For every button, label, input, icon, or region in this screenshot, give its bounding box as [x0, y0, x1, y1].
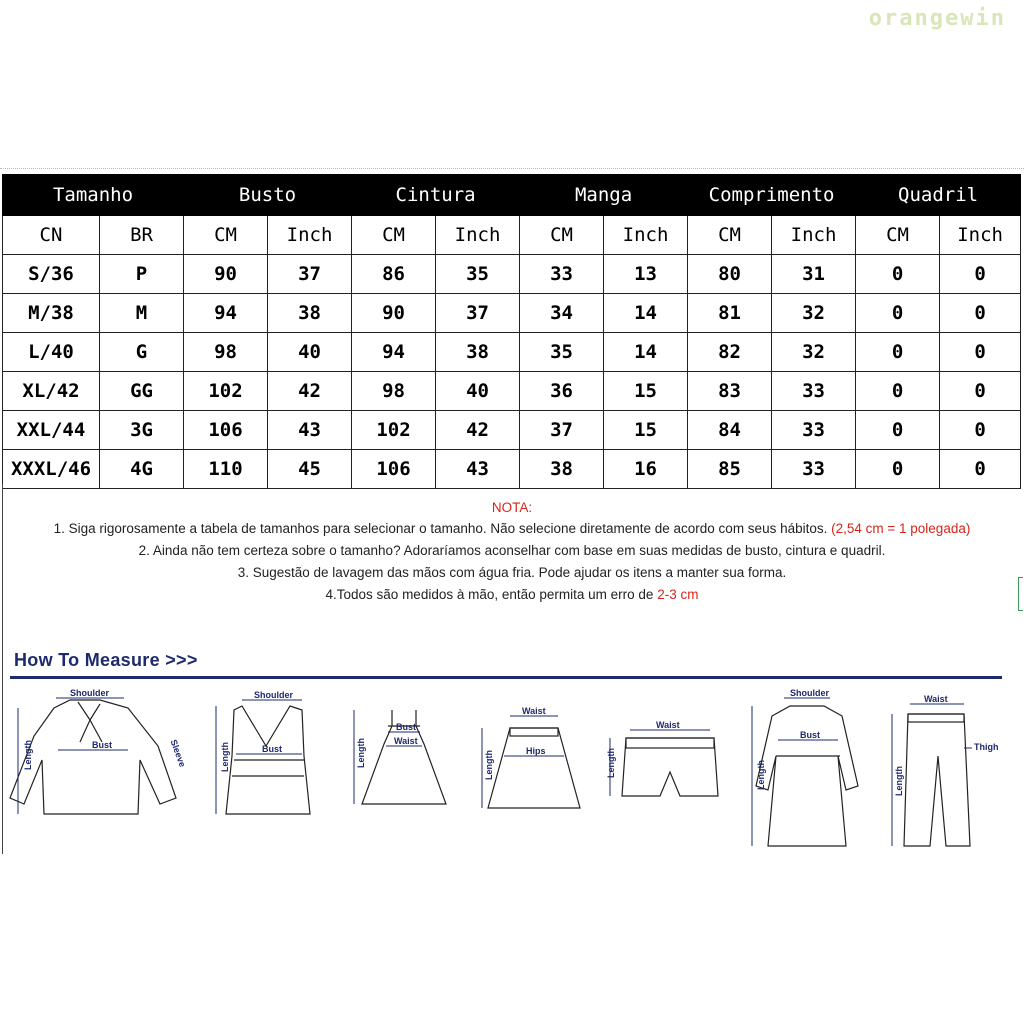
measure-cell: 0: [940, 411, 1021, 450]
measure-cell: 38: [520, 450, 604, 489]
measure-cell: 98: [184, 333, 268, 372]
header-busto: Busto: [184, 175, 352, 216]
table-row: [3, 333, 1021, 372]
measure-cell: 40: [436, 372, 520, 411]
header-comprimento: Comprimento: [688, 175, 856, 216]
length-label: Length: [220, 742, 230, 772]
waist-label: Waist: [924, 694, 948, 704]
size-cn-cell: M/38: [3, 294, 100, 333]
length-label: Length: [894, 766, 904, 796]
waist-label: Waist: [522, 706, 546, 716]
measure-cell: 86: [352, 255, 436, 294]
bust-label: Bust: [92, 740, 112, 750]
header-quadril: Quadril: [856, 175, 1021, 216]
measure-cell: 33: [772, 372, 856, 411]
top-divider: [0, 168, 1024, 173]
measure-cell: 42: [268, 372, 352, 411]
unit-cell: Inch: [772, 216, 856, 255]
unit-cell: CM: [856, 216, 940, 255]
measure-cell: 0: [940, 450, 1021, 489]
thigh-label: Thigh: [974, 742, 999, 752]
measure-cell: 32: [772, 294, 856, 333]
table-header-row: [3, 175, 1021, 216]
note-4-text: 4.Todos são medidos à mão, então permita um erro de: [325, 587, 658, 602]
hips-label: Hips: [526, 746, 546, 756]
header-manga: Manga: [520, 175, 688, 216]
measure-cell: 33: [772, 411, 856, 450]
shoulder-label: Shoulder: [70, 688, 110, 698]
measure-cell: 31: [772, 255, 856, 294]
watermark-text: orangewin: [868, 6, 1006, 31]
header-tamanho: Tamanho: [3, 175, 184, 216]
size-br-cell: P: [100, 255, 184, 294]
measure-cell: 90: [352, 294, 436, 333]
measure-cell: 83: [688, 372, 772, 411]
length-label: Length: [606, 748, 616, 778]
table-row: [3, 450, 1021, 489]
size-cn-cell: XXL/44: [3, 411, 100, 450]
length-label: Length: [356, 738, 366, 768]
measure-cell: 0: [940, 333, 1021, 372]
size-br-cell: 3G: [100, 411, 184, 450]
measure-cell: 0: [856, 255, 940, 294]
shoulder-label: Shoulder: [790, 688, 830, 698]
measure-cell: 33: [520, 255, 604, 294]
size-cn-cell: S/36: [3, 255, 100, 294]
table-row: [3, 294, 1021, 333]
length-label: Length: [23, 740, 33, 770]
note-4-error-range: 2-3 cm: [657, 587, 699, 602]
measure-cell: 106: [184, 411, 268, 450]
size-br-cell: 4G: [100, 450, 184, 489]
waist-label: Waist: [656, 720, 680, 730]
measure-cell: 15: [604, 411, 688, 450]
note-4: [0, 587, 1024, 603]
measure-cell: 38: [436, 333, 520, 372]
measure-cell: 0: [856, 372, 940, 411]
table-row: [3, 372, 1021, 411]
measure-cell: 37: [436, 294, 520, 333]
measure-cell: 80: [688, 255, 772, 294]
measure-cell: 45: [268, 450, 352, 489]
note-2: 2. Ainda não tem certeza sobre o tamanho? Adoraríamos aconselhar com base em suas medidas de busto, cintura e quadril.: [138, 543, 886, 558]
measure-cell: 84: [688, 411, 772, 450]
measure-cell: 0: [856, 411, 940, 450]
bust-label: Bust: [800, 730, 820, 740]
measure-cell: 110: [184, 450, 268, 489]
measure-cell: 43: [436, 450, 520, 489]
waist-label: Waist: [394, 736, 418, 746]
table-row: [3, 411, 1021, 450]
measure-cell: 35: [520, 333, 604, 372]
size-chart-table: [2, 174, 1021, 489]
how-to-measure-rule: [10, 676, 1002, 679]
unit-cell: CM: [688, 216, 772, 255]
measure-cell: 90: [184, 255, 268, 294]
measure-cell: 13: [604, 255, 688, 294]
measure-cell: 34: [520, 294, 604, 333]
measure-illustrations: [8, 686, 1008, 856]
size-cn-cell: XL/42: [3, 372, 100, 411]
unit-cell: BR: [100, 216, 184, 255]
unit-cell: Inch: [940, 216, 1021, 255]
measure-cell: 0: [856, 294, 940, 333]
note-1-text: 1. Siga rigorosamente a tabela de tamanhos para selecionar o tamanho. Não selecione diretamente de acordo com seus hábitos.: [53, 521, 832, 536]
measure-cell: 0: [856, 333, 940, 372]
measure-cell: 14: [604, 294, 688, 333]
note-1-conversion: (2,54 cm = 1 polegada): [831, 521, 971, 536]
unit-cell: CM: [184, 216, 268, 255]
measure-cell: 37: [268, 255, 352, 294]
measure-cell: 98: [352, 372, 436, 411]
note-3: 3. Sugestão de lavagem das mãos com água fria. Pode ajudar os itens a manter sua forma.: [237, 565, 787, 580]
measure-cell: 14: [604, 333, 688, 372]
shoulder-label: Shoulder: [254, 690, 294, 700]
note-1: [0, 521, 1024, 537]
unit-cell: CM: [520, 216, 604, 255]
shorts-illustration: [600, 686, 730, 830]
bust-label: Bust: [396, 722, 416, 732]
skirt-illustration: [474, 686, 594, 830]
measure-cell: 0: [940, 294, 1021, 333]
table-row: [3, 255, 1021, 294]
pants-illustration: [880, 686, 1010, 860]
length-label: Length: [484, 750, 494, 780]
measure-cell: 37: [520, 411, 604, 450]
size-cn-cell: XXXL/46: [3, 450, 100, 489]
measure-cell: 33: [772, 450, 856, 489]
measure-cell: 16: [604, 450, 688, 489]
notes-section: [0, 500, 1024, 609]
measure-cell: 106: [352, 450, 436, 489]
size-br-cell: M: [100, 294, 184, 333]
measure-cell: 32: [772, 333, 856, 372]
measure-cell: 36: [520, 372, 604, 411]
measure-cell: 0: [940, 255, 1021, 294]
sleeve-label: Sleeve: [168, 738, 188, 769]
coat-illustration: [742, 686, 872, 860]
measure-cell: 0: [856, 450, 940, 489]
unit-cell: Inch: [436, 216, 520, 255]
notes-title: NOTA:: [491, 500, 533, 515]
measure-cell: 15: [604, 372, 688, 411]
measure-cell: 40: [268, 333, 352, 372]
size-cn-cell: L/40: [3, 333, 100, 372]
unit-cell: Inch: [268, 216, 352, 255]
measure-cell: 42: [436, 411, 520, 450]
how-to-measure-title: How To Measure >>>: [14, 650, 198, 670]
top-illustration: [206, 686, 326, 830]
measure-cell: 38: [268, 294, 352, 333]
units-row: [3, 216, 1021, 255]
length-label: Length: [756, 760, 766, 790]
unit-cell: CN: [3, 216, 100, 255]
measure-cell: 43: [268, 411, 352, 450]
size-br-cell: GG: [100, 372, 184, 411]
blouse-illustration: [8, 686, 188, 830]
unit-cell: CM: [352, 216, 436, 255]
dress-illustration: [344, 686, 464, 830]
measure-cell: 81: [688, 294, 772, 333]
unit-cell: Inch: [604, 216, 688, 255]
measure-cell: 102: [352, 411, 436, 450]
measure-cell: 102: [184, 372, 268, 411]
measure-cell: 85: [688, 450, 772, 489]
measure-cell: 0: [940, 372, 1021, 411]
bust-label: Bust: [262, 744, 282, 754]
size-br-cell: G: [100, 333, 184, 372]
measure-cell: 82: [688, 333, 772, 372]
measure-cell: 35: [436, 255, 520, 294]
measure-cell: 94: [184, 294, 268, 333]
measure-cell: 94: [352, 333, 436, 372]
header-cintura: Cintura: [352, 175, 520, 216]
